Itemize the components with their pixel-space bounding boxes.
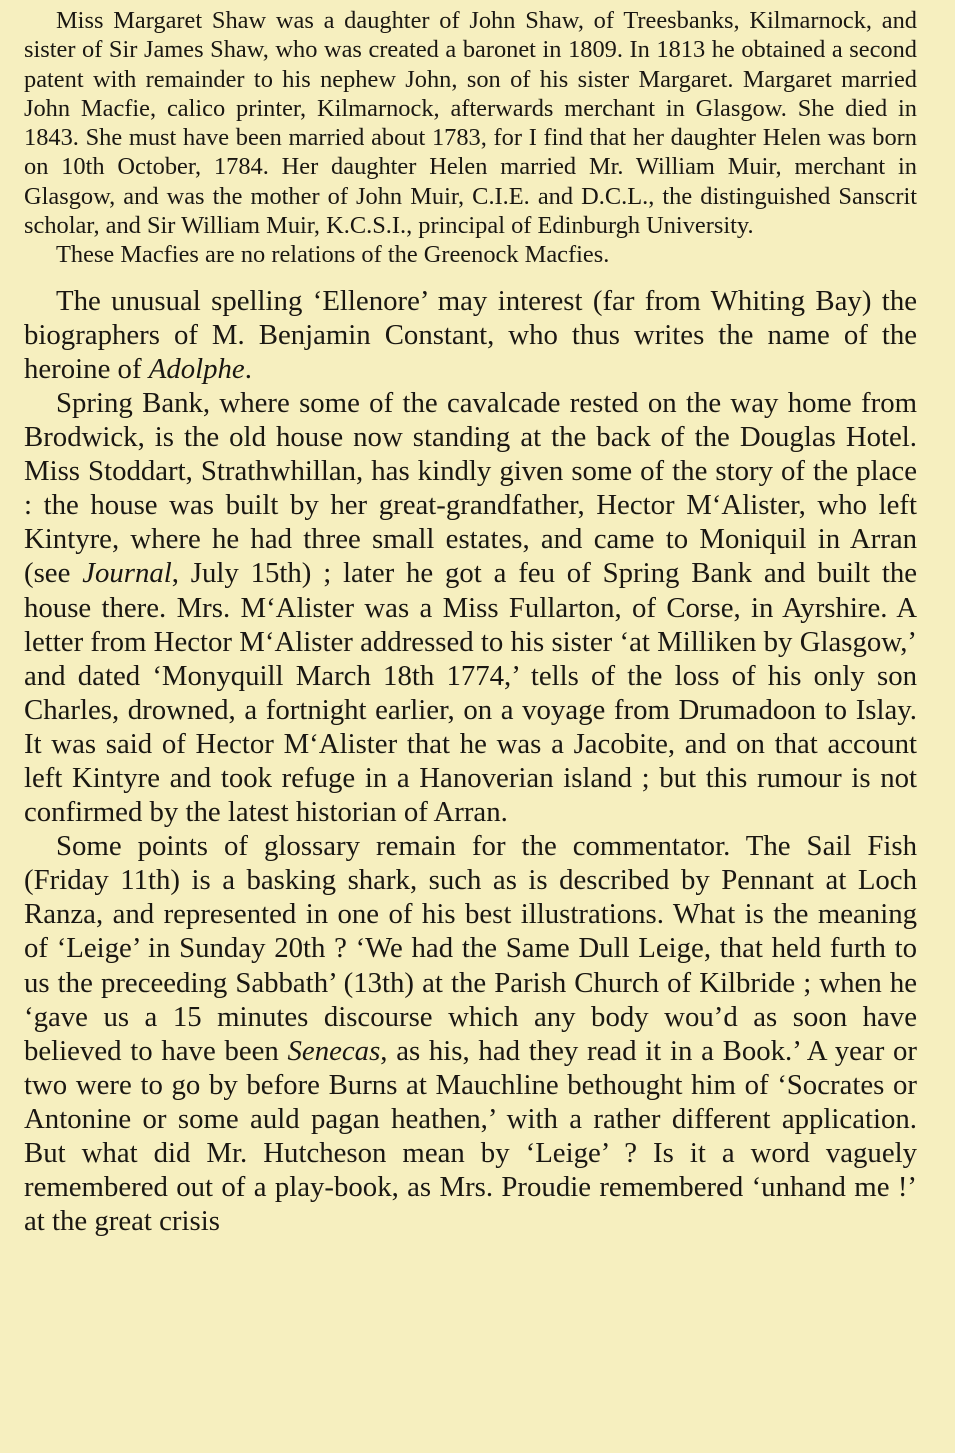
main-text-block: [24, 284, 917, 1239]
footnote-block: [24, 6, 917, 270]
paragraph-spring-bank: [24, 386, 917, 829]
paragraph-spring-bank-text-b: , July 15th) ; later he got a feu of Spring Bank and built the house there. Mrs. M‘Alister was a Miss Fullarton, of Corse, in Ayrshire. A letter from Hector M‘Alister addressed to his sister ‘at Milliken by Glasgow,’ and dated ‘Monyquill March 18th 1774,’ tells of the loss of his only son Charles, drowned, a fortnight earlier, on a voyage from Drumadoon to Islay. It was said of Hector M‘Alister that he was a Jacobite, and on that account left Kintyre and took refuge in a Hanoverian island ; but this rumour is not confirmed by the latest historian of Arran.: [24, 557, 918, 829]
word-senecas: Senecas: [287, 1034, 381, 1067]
title-journal: Journal: [82, 557, 172, 590]
paragraph-glossary-text-b: , as his, had they read it in a Book.’ A year or two were to go by before Burns at Mauchline bethought him of ‘Socrates or Antonine or some auld pagan heathen,’ with a rather different application. But what did Mr. Hutcheson mean by ‘Leige’ ? Is it a word vaguely remembered out of a play-book, as Mrs. Proudie remembered ‘unhand me !’ at the great crisis: [24, 1034, 917, 1238]
title-adolphe: Adolphe: [148, 352, 245, 385]
book-page: [24, 6, 917, 1238]
paragraph-glossary: [24, 829, 917, 1238]
paragraph-ellenore-text: The unusual spelling ‘Ellenore’ may interest (far from Whiting Bay) the biographers of M. Benjamin Constant, who thus writes the name of the heroine of: [24, 284, 917, 385]
paragraph-glossary-text-a: Some points of glossary remain for the commentator. The Sail Fish (Friday 11th) is a basking shark, such as is described by Pennant at Loch Ranza, and represented in one of his best illustrations. What is the meaning of ‘Leige’ in Sunday 20th ? ‘We had the Same Dull Leige, that held furth to us the preceeding Sabbath’ (13th) at the Parish Church of Kilbride ; when he ‘gave us a 15 minutes discourse which any body wou’d as soon have believed to have been: [24, 830, 917, 1067]
paragraph-spring-bank-text-a: Spring Bank, where some of the cavalcade rested on the way home from Brodwick, is the old house now standing at the back of the Douglas Hotel. Miss Stoddart, Strathwhillan, has kindly given some of the story of the place : the house was built by her great-grandfather, Hector M‘Alister, who left Kintyre, where he had three small estates, and came to Moniquil in Arran (see: [24, 386, 917, 590]
note-paragraph-shaw: Miss Margaret Shaw was a daughter of John Shaw, of Treesbanks, Kilmarnock, and sister of Sir James Shaw, who was created a baronet in 1809. In 1813 he obtained a second patent with remainder to his nephew John, son of his sister Margaret. Margaret married John Macfie, calico printer, Kilmarnock, afterwards merchant in Glasgow. She died in 1843. She must have been married about 1783, for I find that her daughter Helen was born on 10th October, 1784. Her daughter Helen married Mr. William Muir, merchant in Glasgow, and was the mother of John Muir, C.I.E. and D.C.L., the distinguished Sanscrit scholar, and Sir William Muir, K.C.S.I., principal of Edinburgh University.: [24, 7, 917, 240]
paragraph-ellenore: [24, 284, 917, 386]
paragraph-ellenore-end: .: [244, 352, 252, 385]
note-paragraph-macfies: These Macfies are no relations of the Greenock Macfies.: [56, 241, 610, 269]
